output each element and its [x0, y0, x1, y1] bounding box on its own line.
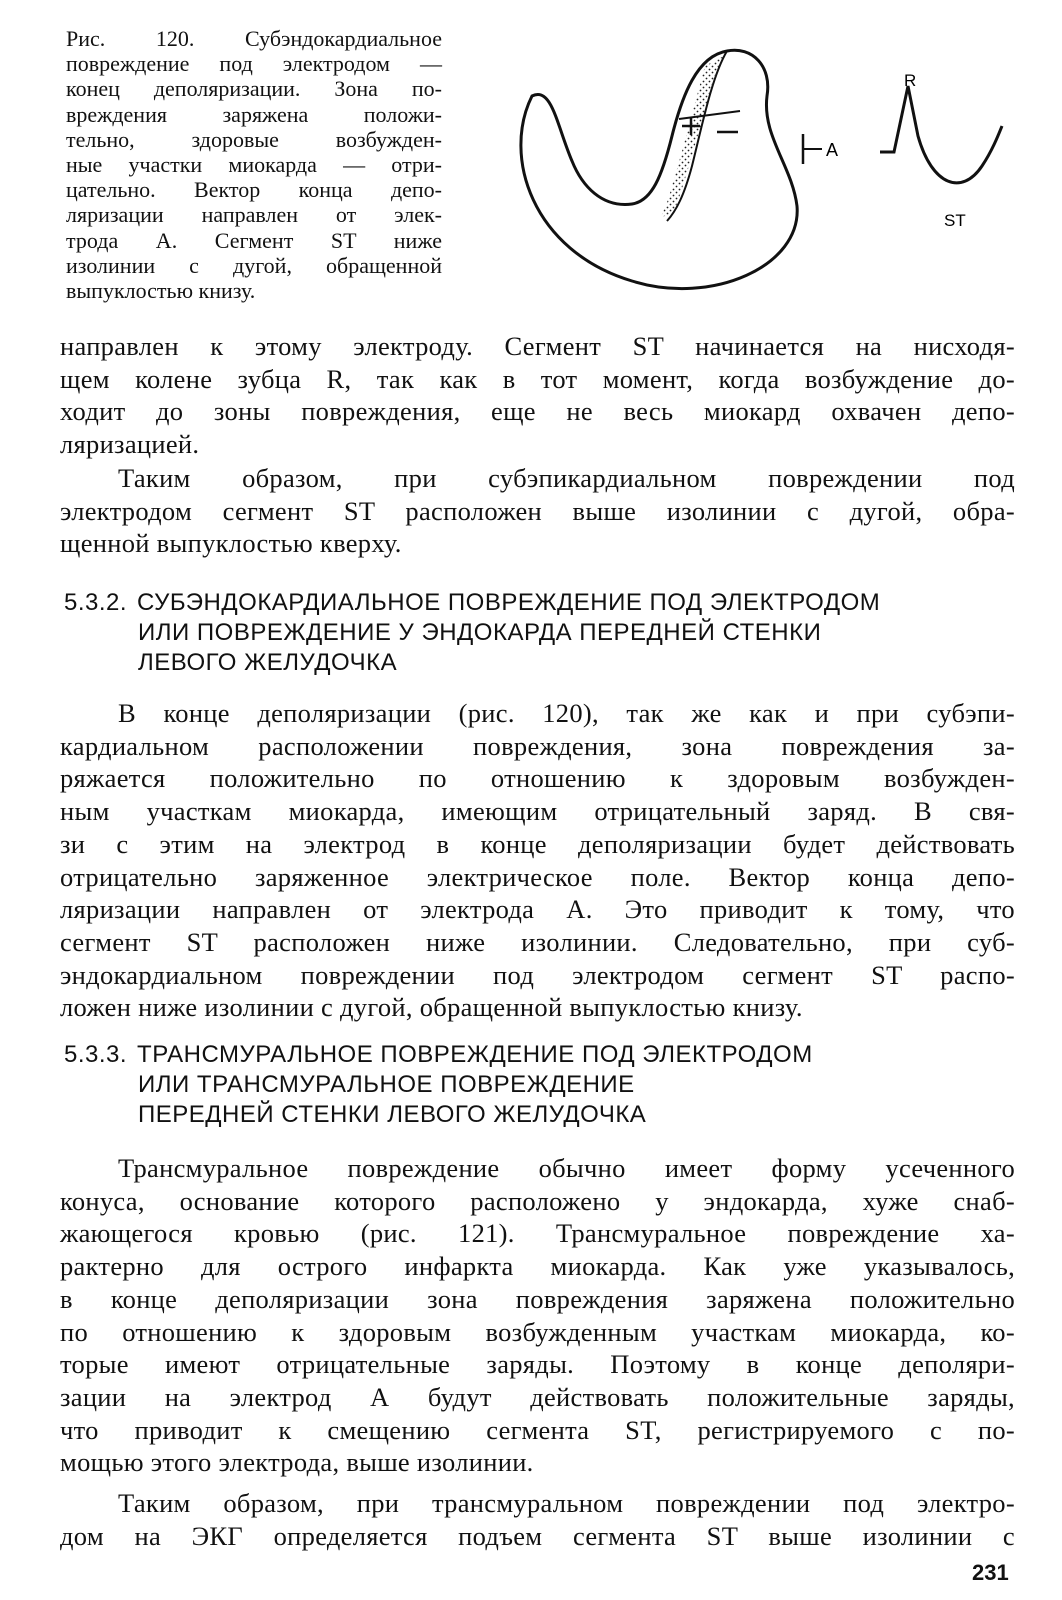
heading-line: ТРАНСМУРАЛЬНОЕ ПОВРЕЖДЕНИЕ ПОД ЭЛЕКТРОДОМ	[137, 1041, 813, 1068]
text-line: дом на ЭКГ определяется подъем сегмента ST выше изолинии с	[60, 1520, 1015, 1551]
text-line: Таким образом, при трансмуральном повреждении под электро-	[118, 1488, 1015, 1518]
electrode-label: A	[826, 140, 839, 160]
section-number: 5.3.3.	[64, 1041, 128, 1068]
text-line: Трансмуральное повреждение обычно имеет форму усеченного	[118, 1153, 1015, 1183]
caption-line: повреждение под электродом —	[66, 51, 442, 77]
caption-line: трода А. Сегмент ST ниже	[66, 227, 442, 253]
vector-line	[679, 111, 740, 119]
paragraph-transmural	[60, 1152, 1015, 1479]
caption-line: тельно, здоровые возбужден-	[66, 126, 442, 152]
caption-line: вреждения заряжена положи-	[66, 101, 442, 127]
text-line: ложен ниже изолинии с дугой, обращенной выпуклостью книзу.	[60, 992, 803, 1023]
paragraph-continuation	[60, 330, 1015, 461]
ecg-trace	[880, 86, 1002, 183]
caption-line: изолинии с дугой, обращенной	[66, 252, 442, 278]
section-heading-5-3-2	[64, 588, 1014, 678]
ventricle-outline	[521, 50, 797, 288]
heading-line: СУБЭНДОКАРДИАЛЬНОЕ ПОВРЕЖДЕНИЕ ПОД ЭЛЕКТРОДОМ	[137, 589, 881, 616]
text-line: ряжается положительно по отношению к здоровым возбужден-	[60, 763, 1015, 794]
text-line: В конце деполяризации (рис. 120), так же как и при субэпи-	[118, 698, 1015, 728]
text-line: Таким образом, при субэпикардиальном повреждении под	[118, 463, 1015, 493]
caption-line: конец деполяризации. Зона по-	[66, 76, 442, 102]
figure-heart-diagram	[462, 26, 1022, 326]
r-wave-label: R	[904, 71, 917, 90]
page-number: 231	[972, 1560, 1009, 1585]
text-line: зи с этим на электрод в конце деполяризации будет действовать	[60, 828, 1015, 859]
text-line: отрицательно заряженное электрическое поле. Вектор конца депо-	[60, 861, 1015, 892]
text-line: эндокардиальном повреждении под электродом сегмент ST распо-	[60, 959, 1015, 990]
text-line: направлен к этому электроду. Сегмент ST начинается на нисходя-	[60, 331, 1015, 361]
paragraph-subepicardial-summary	[60, 462, 1015, 560]
text-line: ным участкам миокарда, имеющим отрицательный заряд. В свя-	[60, 796, 1015, 827]
text-line: жающегося кровью (рис. 121). Трансмуральное повреждение ха-	[60, 1218, 1015, 1249]
text-line: что приводит к смещению сегмента ST, регистрируемого с по-	[60, 1414, 1015, 1445]
text-line: щенной выпуклостью кверху.	[60, 528, 402, 559]
text-line: мощью этого электрода, выше изолинии.	[60, 1447, 534, 1478]
section-number: 5.3.2.	[64, 589, 128, 616]
section-heading-5-3-3	[64, 1040, 1014, 1130]
text-line: ходит до зоны повреждения, еще не весь миокард охвачен депо-	[60, 396, 1015, 427]
text-line: ляризации направлен от электрода А. Это приводит к тому, что	[60, 894, 1015, 925]
text-line: по отношению к здоровым возбужденным участкам миокарда, ко-	[60, 1316, 1015, 1347]
heading-line: ИЛИ ПОВРЕЖДЕНИЕ У ЭНДОКАРДА ПЕРЕДНЕЙ СТЕНКИ	[138, 619, 822, 646]
text-line: щем колене зубца R, так как в тот момент, когда возбуждение до-	[60, 363, 1015, 394]
caption-line: выпуклостью книзу.	[66, 278, 256, 304]
text-line: конуса, основание которого расположено у эндокарда, хуже снаб-	[60, 1185, 1015, 1216]
heading-line: ЛЕВОГО ЖЕЛУДОЧКА	[138, 649, 398, 676]
text-line: зации на электрод А будут действовать положительные заряды,	[60, 1381, 1015, 1412]
caption-line: ляризации направлен от элек-	[66, 202, 442, 228]
heading-line: ИЛИ ТРАНСМУРАЛЬНОЕ ПОВРЕЖДЕНИЕ	[138, 1071, 635, 1098]
text-line: электродом сегмент ST расположен выше изолинии с дугой, обра-	[60, 495, 1015, 526]
text-line: в конце деполяризации зона повреждения заряжена положительно	[60, 1283, 1015, 1314]
paragraph-subendocardial	[60, 697, 1015, 1024]
caption-line: ные участки миокарда — отри-	[66, 152, 442, 178]
text-line: ляризацией.	[60, 429, 200, 460]
paragraph-transmural-summary	[60, 1487, 1015, 1552]
figure-caption	[66, 26, 442, 303]
text-line: рактерно для острого инфаркта миокарда. Как уже указывалось,	[60, 1251, 1015, 1282]
caption-line: цательно. Вектор конца депо-	[66, 177, 442, 203]
caption-line: Рис. 120. Субэндокардиальное	[66, 26, 442, 51]
text-line: торые имеют отрицательные заряды. Поэтому в конце деполяри-	[60, 1349, 1015, 1380]
text-line: кардиальном расположении повреждения, зона повреждения за-	[60, 730, 1015, 761]
heading-line: ПЕРЕДНЕЙ СТЕНКИ ЛЕВОГО ЖЕЛУДОЧКА	[138, 1101, 647, 1128]
text-line: сегмент ST расположен ниже изолинии. Следовательно, при суб-	[60, 926, 1015, 957]
st-label: ST	[944, 211, 966, 230]
